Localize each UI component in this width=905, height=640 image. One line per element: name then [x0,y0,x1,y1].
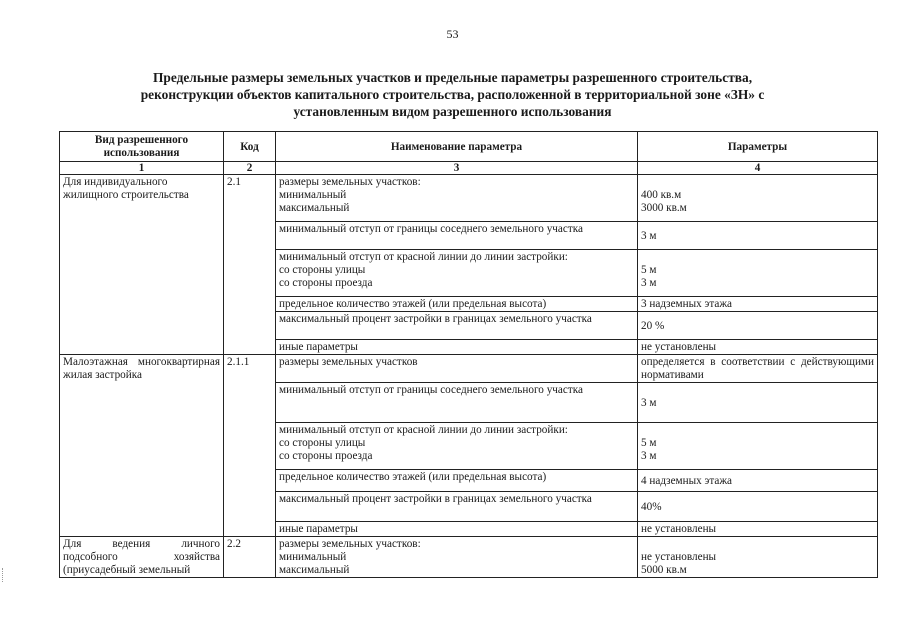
document-title [90,69,815,120]
cell-parameter-value [638,340,878,355]
parameter-line: иные параметры [279,523,358,535]
cell-parameter-name [276,522,638,537]
value-line: 5 м [641,437,657,449]
value-line: 20 % [641,319,665,332]
value-line: 40% [641,500,662,513]
title-line-3: установленным видом разрешенного использования [293,104,612,119]
cell-code: 2.1.1 [224,355,276,537]
value-spacer [641,251,874,264]
cell-code: 2.2 [224,537,276,578]
parameter-line: минимальный отступ от границы соседнего земельного участка [279,384,583,396]
parameter-line: со стороны улицы [279,264,366,276]
cell-parameter-value [638,537,878,578]
value-line: 5 м [641,264,657,276]
cell-parameter-name [276,297,638,312]
value-line: не установлены [641,551,717,563]
value-spacer [641,176,874,189]
cell-parameter-name [276,492,638,522]
cell-parameter-value [638,355,878,383]
header-use: Вид разрешенного использования [60,132,224,162]
value-line: 400 кв.м [641,189,682,201]
header-value: Параметры [638,132,878,162]
parameter-line: размеры земельных участков: [279,538,421,550]
parameter-line: максимальный процент застройки в границах земельного участка [279,313,592,325]
parameter-line: максимальный [279,564,350,576]
cell-parameter-name [276,222,638,250]
scan-edge-mark [2,568,6,582]
cell-parameter-value [638,175,878,222]
parameter-line: минимальный отступ от красной линии до линии застройки: [279,251,568,263]
cell-parameter-value [638,222,878,250]
value-line: не установлены [641,341,717,353]
value-line: не установлены [641,523,717,535]
parameter-line: минимальный отступ от границы соседнего земельного участка [279,223,583,235]
table-row [60,537,878,578]
parameter-line: минимальный [279,551,347,563]
column-number-row [60,162,878,175]
cell-parameter-value [638,492,878,522]
parameter-line: минимальный отступ от красной линии до линии застройки: [279,424,568,436]
cell-parameter-value [638,250,878,297]
parameter-line: иные параметры [279,341,358,353]
cell-parameter-value [638,522,878,537]
value-line: 4 надземных этажа [641,474,733,487]
cell-parameter-name [276,383,638,423]
value-line: 3 м [641,229,657,242]
table-row [60,355,878,383]
value-line: 3 надземных этажа [641,298,733,310]
cell-parameter-name [276,312,638,340]
value-line: 3000 кв.м [641,202,687,214]
cell-parameter-value [638,312,878,340]
cell-parameter-name [276,355,638,383]
cell-parameter-name [276,470,638,492]
cell-use-type: Малоэтажная многоквартирная жилая застройка [60,355,224,537]
parameter-line: со стороны проезда [279,450,373,462]
column-number: 1 [60,162,224,175]
parameter-line: предельное количество этажей (или предельная высота) [279,298,547,310]
parameter-line: размеры земельных участков [279,356,418,368]
parameter-line: максимальный [279,202,350,214]
parameter-line: со стороны улицы [279,437,366,449]
header-code: Код [224,132,276,162]
cell-parameter-value [638,383,878,423]
table-header-row [60,132,878,162]
cell-parameter-value [638,470,878,492]
column-number: 2 [224,162,276,175]
value-spacer [641,424,874,437]
value-line: 3 м [641,277,657,289]
cell-use-type: Для индивидуального жилищного строительства [60,175,224,355]
parameter-line: размеры земельных участков: [279,176,421,188]
value-spacer [641,538,874,551]
table-body [60,175,878,578]
value-line: 3 м [641,450,657,462]
cell-parameter-name [276,537,638,578]
cell-parameter-name [276,423,638,470]
title-line-1: Предельные размеры земельных участков и предельные параметры разрешенного строительства, [152,70,753,85]
cell-parameter-value [638,297,878,312]
parameter-line: со стороны проезда [279,277,373,289]
cell-parameter-name [276,340,638,355]
parameters-table [59,131,878,578]
title-line-2: реконструкции объектов капитального строительства, расположенной в территориальной зоне «ЗН» с [140,87,765,102]
value-line: 3 м [641,396,657,409]
page-number: 53 [446,27,459,41]
parameter-line: минимальный [279,189,347,201]
parameter-line: максимальный процент застройки в границах земельного участка [279,493,592,505]
table-row [60,175,878,222]
header-param: Наименование параметра [276,132,638,162]
column-number: 4 [638,162,878,175]
value-line: 5000 кв.м [641,564,687,576]
value-line: определяется в соответствии с действующими нормативами [641,356,874,381]
column-number: 3 [276,162,638,175]
cell-use-type: Для ведения личного подсобного хозяйства (приусадебный земельный [60,537,224,578]
cell-code: 2.1 [224,175,276,355]
cell-parameter-name [276,175,638,222]
cell-parameter-name [276,250,638,297]
cell-parameter-value [638,423,878,470]
parameter-line: предельное количество этажей (или предельная высота) [279,471,547,483]
